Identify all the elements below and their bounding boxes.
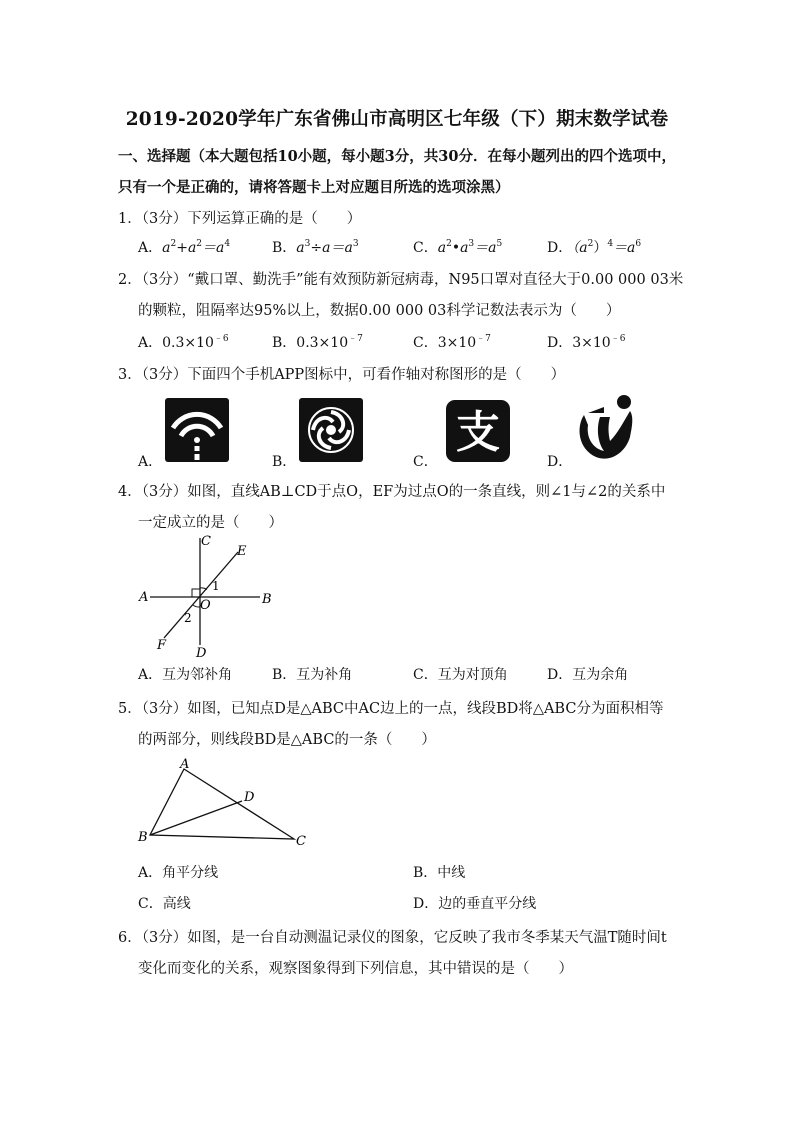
angle-1-arc <box>200 588 207 590</box>
label-e: E <box>237 544 247 559</box>
q1-option-d: D．$(a^2)^4=a^6$ <box>547 239 642 256</box>
q5-stem-line1: 5．（3分）如图，已知点D是△ABC中AC边上的一点，线段BD将△ABC分为面积相等 <box>118 701 664 717</box>
q2-stem-line2: 的颗粒，阻隔率达95%以上，数据0.00 000 03科学记数法表示为（ ） <box>138 303 621 319</box>
q1-option-c: C．$a^2•a^3=a^5$ <box>413 239 503 256</box>
q5-option-b: B．中线 <box>413 865 466 881</box>
q3-option-c: C． <box>413 454 438 470</box>
label-b: B <box>138 830 148 845</box>
swirl-app-icon <box>299 398 363 462</box>
q5-option-a: A．角平分线 <box>138 865 219 881</box>
triangle-abc <box>150 769 294 839</box>
label-o: O <box>200 598 211 613</box>
section-header-line1: 一、选择题（本大题包括10小题，每小题3分，共30分．在每小题列出的四个选项中， <box>118 148 676 165</box>
q4-option-c: C．互为对顶角 <box>413 667 508 683</box>
q5-option-c: C．高线 <box>138 896 191 912</box>
label-d: D <box>196 646 207 660</box>
angle-2-arc <box>193 605 200 607</box>
q4-option-a: A．互为邻补角 <box>138 667 233 683</box>
q1-option-b: B．$a^3\div a=a^3$ <box>272 239 359 256</box>
q4-option-b: B．互为补角 <box>272 667 353 683</box>
section-header-line2: 只有一个是正确的，请将答题卡上对应题目所选的选项涂黑） <box>118 179 510 196</box>
alipay-app-icon <box>446 400 510 462</box>
q3-option-a: A． <box>138 454 163 470</box>
q1-stem: 1．（3分）下列运算正确的是（ ） <box>118 211 362 227</box>
q2-stem-line1: 2．（3分）“戴口罩、勤洗手”能有效预防新冠病毒，N95口罩对直径大于0.00 000 03米 <box>118 272 684 288</box>
label-c: C <box>201 534 211 549</box>
q2-option-c: C．$3\times 10^{﹣7}$ <box>413 334 491 351</box>
paper-title: 2019-2020学年广东省佛山市高明区七年级（下）期末数学试卷 <box>125 109 669 130</box>
label-a: A <box>139 590 149 605</box>
q3-stem: 3．（3分）下面四个手机APP图标中，可看作轴对称图形的是（ ） <box>118 367 566 383</box>
label-b: B <box>262 592 272 607</box>
q3-option-d: D． <box>547 454 573 470</box>
wifi-app-icon <box>165 398 229 462</box>
q5-option-d: D．边的垂直平分线 <box>413 896 537 912</box>
label-a: A <box>180 757 190 772</box>
q2-option-d: D．$3\times 10^{﹣6}$ <box>547 334 626 351</box>
q5-figure <box>132 755 312 850</box>
q1-option-a: A．$a^2+a^2=a^4$ <box>138 239 231 256</box>
q5-stem-line2: 的两部分，则线段BD是△ABC的一条（ ） <box>138 732 436 748</box>
q4-stem-line2: 一定成立的是（ ） <box>138 515 283 531</box>
label-d: D <box>244 790 255 805</box>
q3-option-b: B． <box>272 454 297 470</box>
label-angle-1: 1 <box>212 579 220 593</box>
line-ef <box>164 552 238 638</box>
q2-option-b: B．$0.3\times 10^{﹣7}$ <box>272 334 363 351</box>
q6-stem-line1: 6．（3分）如图，是一台自动测温记录仪的图象，它反映了我市冬季某天气温T随时间t <box>118 930 667 946</box>
q2-option-a: A．$0.3\times 10^{﹣6}$ <box>138 334 229 351</box>
q6-stem-line2: 变化而变化的关系，观察图象得到下列信息，其中错误的是（ ） <box>138 961 573 977</box>
person-logo-icon <box>574 393 638 465</box>
q4-figure <box>130 530 280 660</box>
right-angle-mark <box>192 589 200 597</box>
q4-stem-line1: 4．（3分）如图，直线AB⊥CD于点O，EF为过点O的一条直线，则∠1与∠2的关系中 <box>118 484 666 500</box>
q4-option-d: D．互为余角 <box>547 667 629 683</box>
segment-bd <box>150 801 242 835</box>
alipay-char: 支 <box>456 407 500 458</box>
label-f: F <box>157 638 167 653</box>
label-angle-2: 2 <box>184 611 192 625</box>
label-c: C <box>296 834 306 849</box>
